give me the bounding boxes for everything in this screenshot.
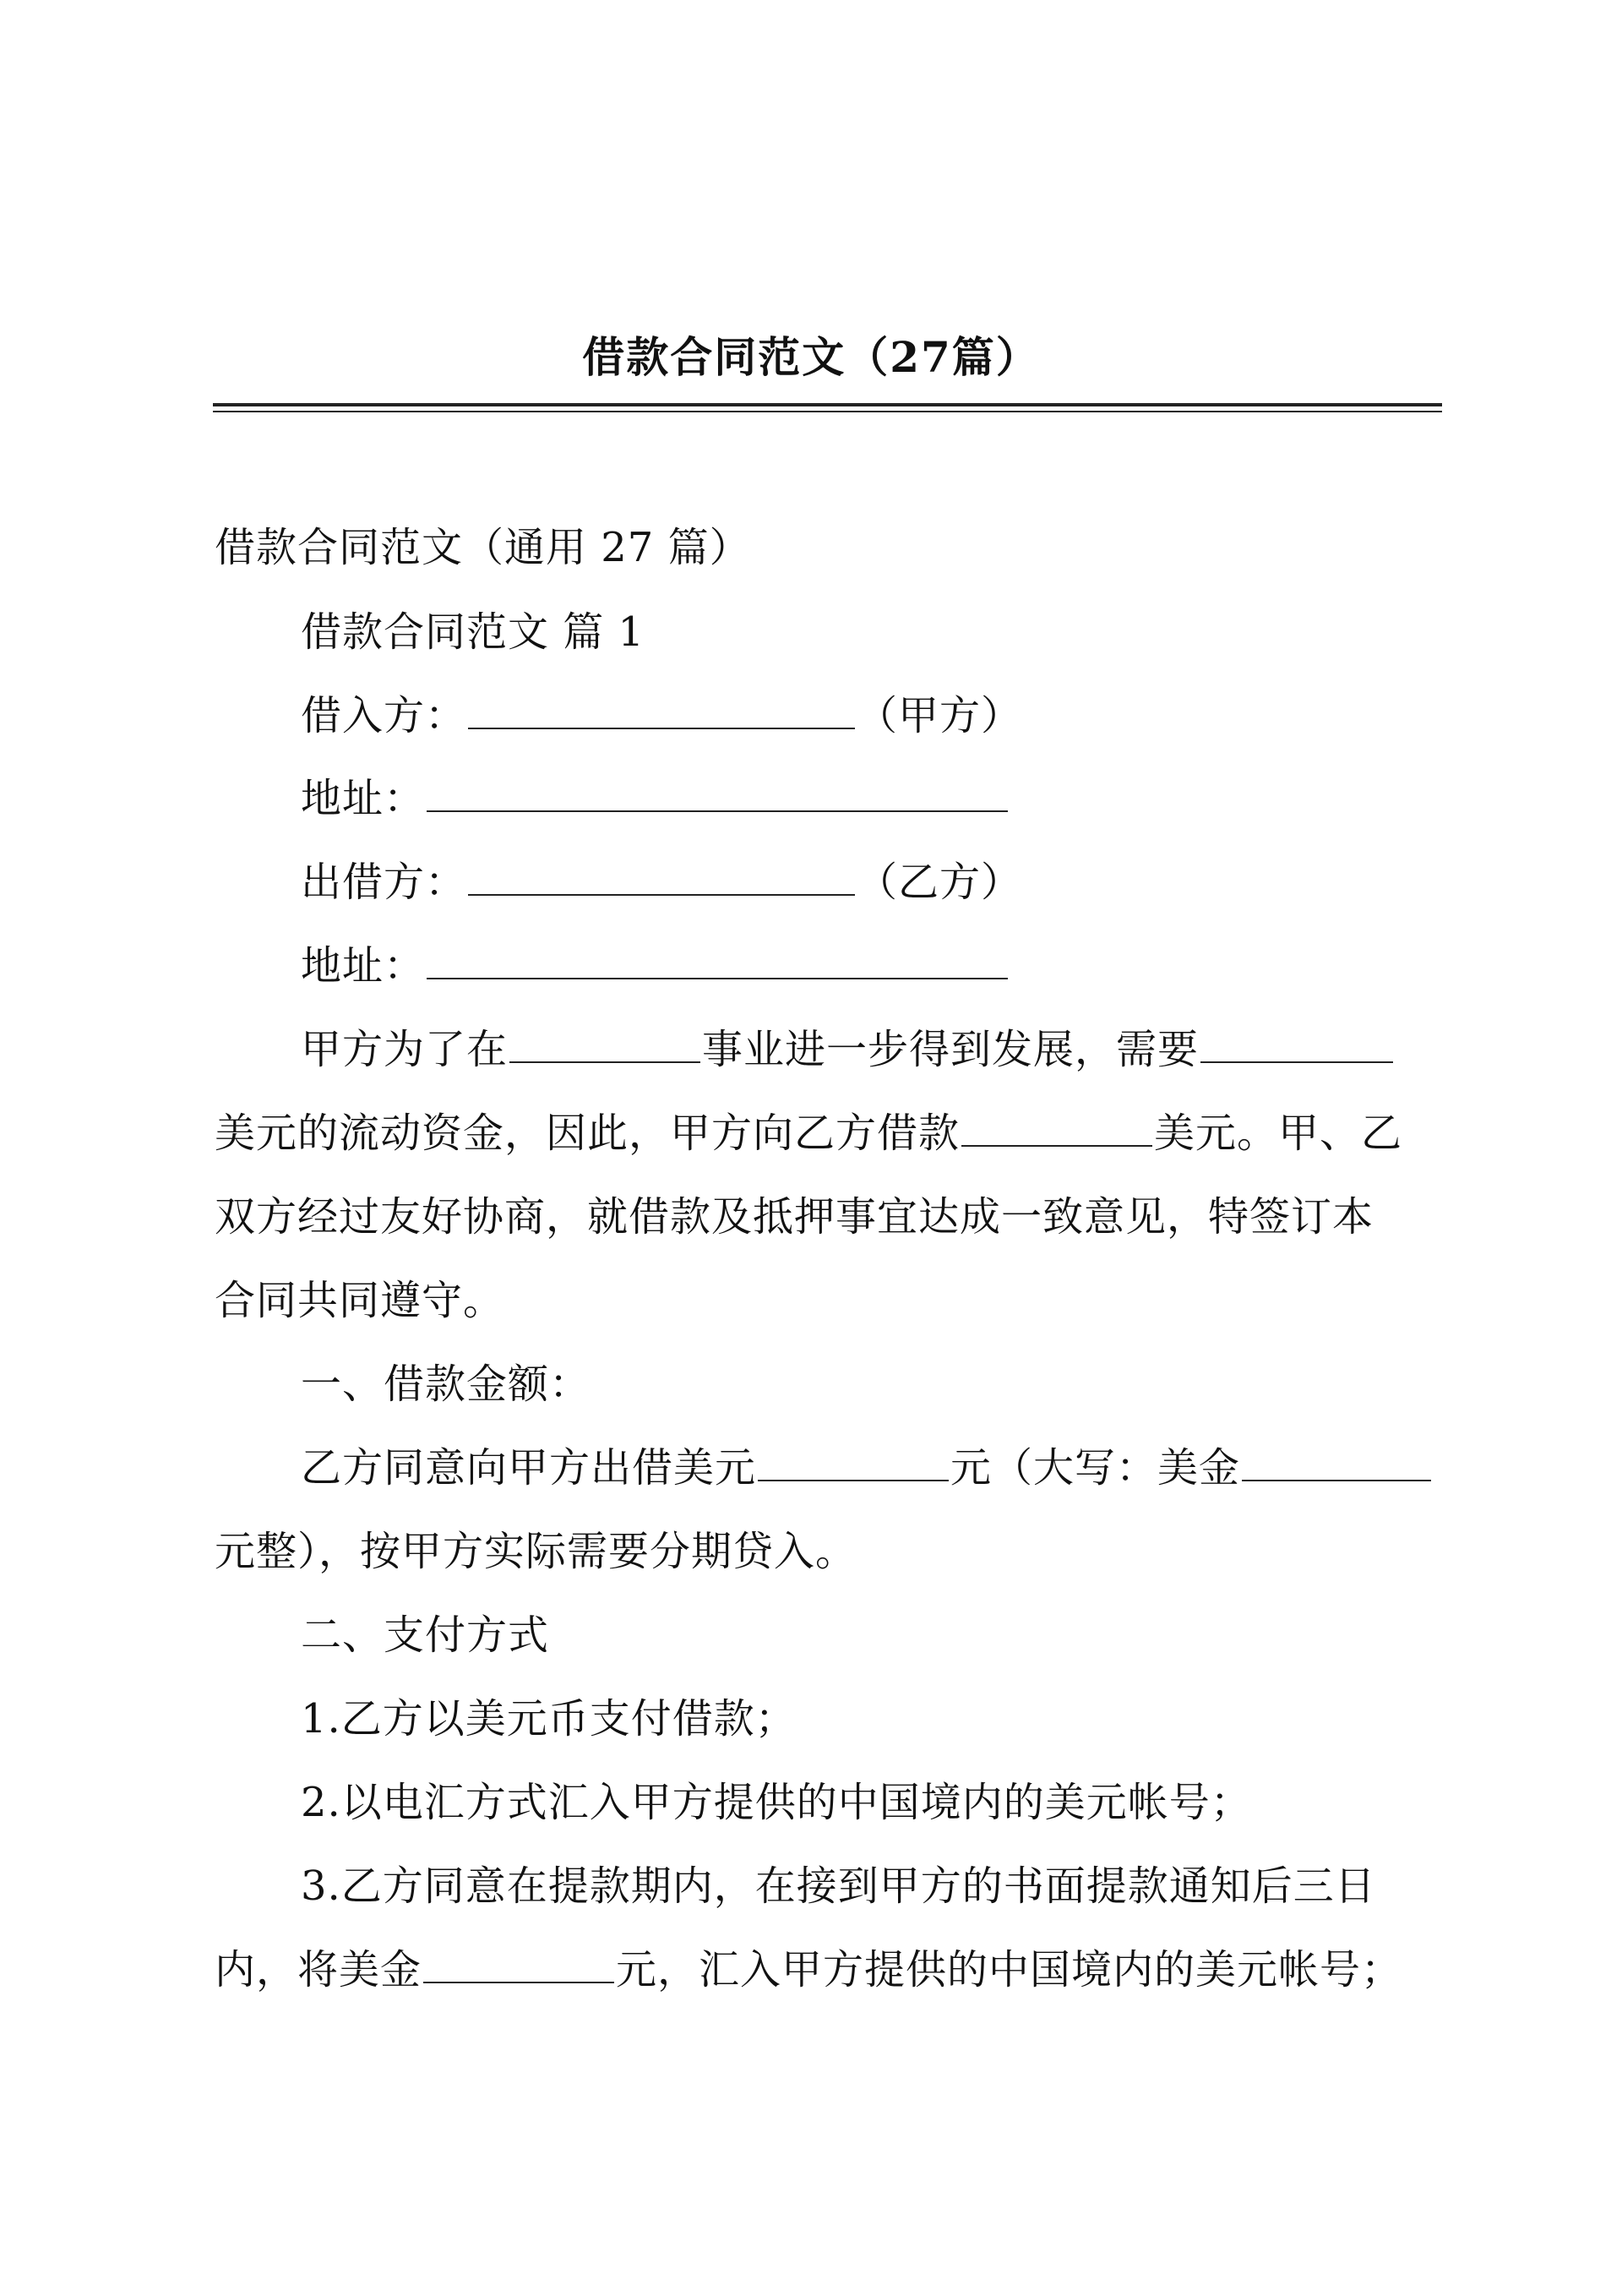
fund-amount-blank (1200, 1024, 1393, 1063)
title-rule-thick (213, 403, 1442, 406)
clause-2-item-3-line-1: 3.乙方同意在提款期内，在接到甲方的书面提款通知后三日 (301, 1862, 1376, 1910)
lender-line (301, 857, 1022, 908)
borrower-address-blank (427, 773, 1008, 812)
borrower-address-line (301, 773, 1010, 824)
clause-text: 元（大写：美金 (950, 1444, 1241, 1492)
address-label: 地址： (301, 942, 426, 990)
business-blank (509, 1024, 700, 1063)
clause-text: 内，将美金 (215, 1946, 422, 1993)
borrower-label: 借入方： (301, 692, 467, 739)
intro-text: 事业进一步得到发展，需要 (702, 1026, 1200, 1073)
intro-line-1 (301, 1024, 1395, 1075)
clause-1-heading: 一、借款金额： (301, 1361, 591, 1408)
borrower-line (301, 690, 1022, 741)
title-rule-thin (213, 411, 1442, 412)
intro-text: 甲方为了在 (301, 1026, 509, 1073)
document-subtitle: 借款合同范文（通用 27 篇） (215, 524, 751, 571)
address-label: 地址： (301, 775, 426, 822)
document-title: 借款合同范文（27篇） (582, 332, 1040, 382)
section-heading: 借款合同范文 篇 1 (301, 608, 645, 656)
clause-2-item-1: 1.乙方以美元币支付借款； (301, 1695, 797, 1742)
clause-2-item-3-line-2 (215, 1944, 1402, 1995)
usd-amount-blank (758, 1442, 949, 1481)
lender-blank (468, 857, 855, 896)
intro-text: 美元的流动资金，因此，甲方向乙方借款 (215, 1110, 961, 1157)
intro-line-2 (215, 1108, 1402, 1159)
lender-label: 出借方： (301, 859, 467, 906)
lender-address-blank (427, 941, 1008, 979)
clause-2-heading: 二、支付方式 (301, 1612, 550, 1659)
remit-amount-blank (423, 1944, 614, 1983)
borrower-role: （甲方） (857, 692, 1023, 739)
clause-text: 元，汇入甲方提供的中国境内的美元帐号； (616, 1946, 1403, 1993)
clause-1-line-1 (301, 1442, 1433, 1493)
capital-amount-blank (1242, 1442, 1431, 1481)
borrower-blank (468, 690, 855, 729)
clause-text: 乙方同意向甲方出借美元 (301, 1444, 757, 1492)
lender-role: （乙方） (857, 859, 1023, 906)
intro-text: 美元。甲、乙 (1154, 1110, 1403, 1157)
intro-line-4: 合同共同遵守。 (215, 1277, 505, 1324)
intro-line-3: 双方经过友好协商，就借款及抵押事宜达成一致意见，特签订本 (215, 1193, 1374, 1241)
loan-amount-blank (961, 1108, 1152, 1147)
clause-1-line-2: 元整），按甲方实际需要分期贷入。 (215, 1528, 857, 1575)
clause-2-item-2: 2.以电汇方式汇入甲方提供的中国境内的美元帐号； (301, 1779, 1252, 1826)
lender-address-line (301, 941, 1010, 991)
